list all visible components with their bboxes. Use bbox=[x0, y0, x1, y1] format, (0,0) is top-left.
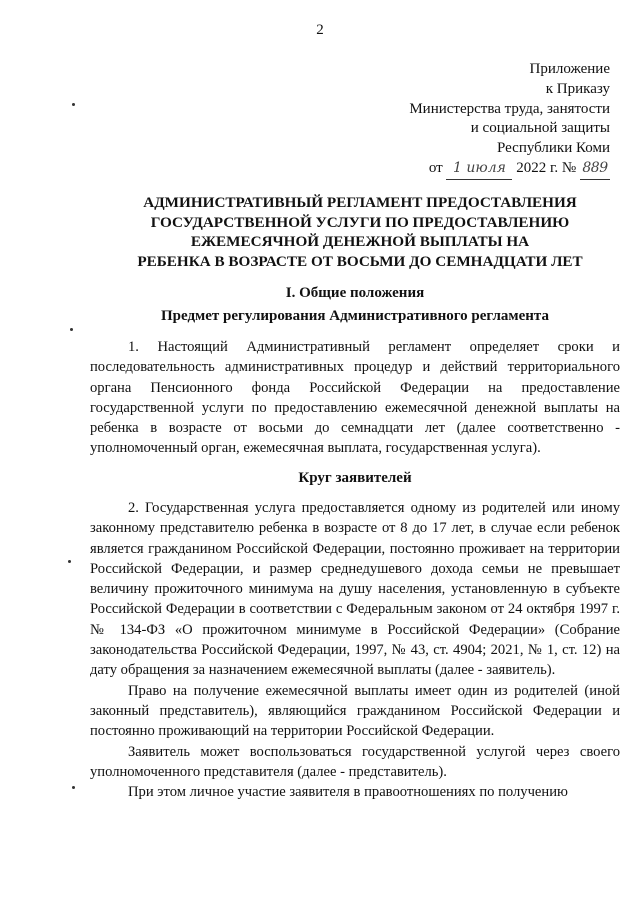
appendix-date-line bbox=[409, 159, 610, 180]
handwritten-date: 1 июля bbox=[446, 159, 512, 180]
appendix-line-1: Приложение bbox=[529, 61, 610, 77]
date-prefix: от bbox=[428, 159, 443, 176]
appendix-block bbox=[409, 60, 610, 180]
applicants-section bbox=[90, 498, 620, 802]
title-line-3: ЕЖЕМЕСЯЧНОЙ ДЕНЕЖНОЙ ВЫПЛАТЫ НА bbox=[190, 233, 530, 250]
paragraph-4: Заявитель может воспользоваться государственной услугой через своего уполномоченного представителя (далее - представитель). bbox=[90, 743, 620, 780]
paragraph-5: При этом личное участие заявителя в правоотношениях по получению bbox=[128, 784, 568, 801]
scan-mark bbox=[70, 328, 73, 331]
paragraph-1-text: 1. Настоящий Административный регламент определяет сроки и последовательность административных процедур и действий территориального органа Пенсионного фонда Российской Федерации на предоставление государственной услуги по предоставлению ежемесячной денежной выплаты на ребенка в возрасте от восьми до семнадцати лет (далее соответственно - уполномоченный орган, ежемесячная выплата, государственная услуга). bbox=[90, 339, 620, 457]
page-number: 2 bbox=[316, 22, 324, 38]
date-year: 2022 г. № bbox=[516, 159, 577, 176]
scan-mark bbox=[72, 786, 75, 789]
title-line-4: РЕБЕНКА В ВОЗРАСТЕ ОТ ВОСЬМИ ДО СЕМНАДЦАТИ ЛЕТ bbox=[137, 252, 583, 270]
subsection-heading-applicants: Круг заявителей bbox=[298, 470, 412, 486]
title-line-2: ГОСУДАРСТВЕННОЙ УСЛУГИ ПО ПРЕДОСТАВЛЕНИЮ bbox=[150, 213, 570, 231]
appendix-line-5: Республики Коми bbox=[497, 140, 610, 157]
document-title bbox=[110, 193, 610, 271]
scan-mark bbox=[72, 103, 75, 106]
paragraph-1 bbox=[90, 337, 620, 459]
subsection-heading-subject: Предмет регулирования Административного регламента bbox=[161, 308, 549, 324]
appendix-line-4: и социальной защиты bbox=[470, 120, 610, 137]
section-heading: I. Общие положения bbox=[285, 285, 425, 301]
paragraph-3: Право на получение ежемесячной выплаты имеет один из родителей (иной законный представитель), являющийся гражданином Российской Федерации и постоянно проживающий на территории Российской Федерации. bbox=[90, 682, 620, 740]
scan-mark bbox=[68, 560, 71, 563]
handwritten-doc-number: 889 bbox=[580, 159, 610, 180]
paragraph-2: 2. Государственная услуга предоставляется одному из родителей или иному законному представителю ребенка в возрасте от 8 до 17 лет, в случае если ребенок является гражданином Российской Федерации, постоянно проживает на территории Российской Федерации, и размер среднедушевого дохода семьи не превышает величину прожиточного минимума на душу населения, установленную в субъекте Российской Федерации в соответствии с Федеральным законом от 24 октября 1997 г. № 134-ФЗ «О прожиточном минимуме в Российской Федерации» (Собрание законодательства Российской Федерации, 1997, № 43, ст. 4904; 2021, № 1, ст. 12) на дату обращения за назначением ежемесячной выплаты (далее - заявитель). bbox=[90, 500, 620, 679]
appendix-line-2: к Приказу bbox=[545, 80, 610, 97]
appendix-line-3: Министерства труда, занятости bbox=[409, 100, 610, 117]
title-line-1: АДМИНИСТРАТИВНЫЙ РЕГЛАМЕНТ ПРЕДОСТАВЛЕНИЯ bbox=[143, 194, 577, 211]
